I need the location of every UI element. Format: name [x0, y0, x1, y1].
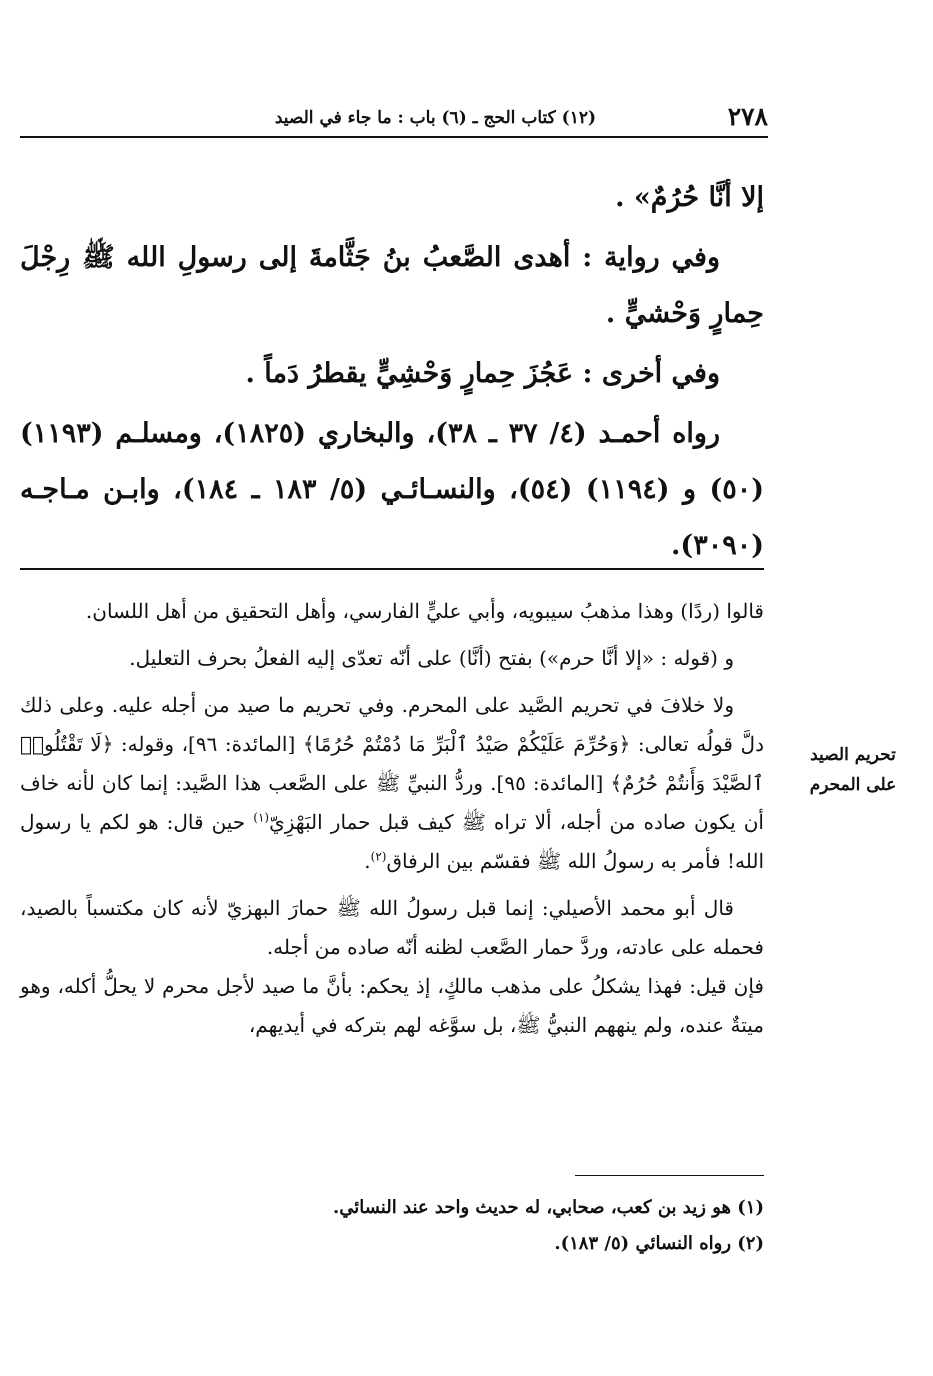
- commentary-paragraph: قالوا (ردًا) وهذا مذهبُ سيبويه، وأبي عليٍّ الفارسي، وأهل التحقيق من أهل اللسان.: [85, 599, 764, 623]
- commentary-paragraph: قال أبو محمد الأصيلي: إنما قبل رسولُ الله ﷺ حمارَ البهزيّ لأنه كان مكتسباً بالصيد، فحمله على عادته، وردَّ حمار الصَّعب لظنه أنّه صاده من أجله.: [20, 896, 764, 959]
- footnotes: [20, 1190, 764, 1262]
- page-number: ٢٧٨: [727, 102, 768, 131]
- margin-note: [797, 740, 909, 800]
- footnote-divider: [575, 1175, 764, 1176]
- running-title: (١٢) كتاب الحج ـ (٦) باب : ما جاء في الصيد: [274, 108, 596, 128]
- commentary-text-run: ولا خلافَ في تحريم الصَّيد على المحرم. وفي تحريم ما صيد من أجله عليه. وعلى ذلك دلَّ قولُه تعالى: ﴿وَحُرِّمَ عَلَيْكُمْ صَيْدُ ٱلْبَرِّ مَا دُمْتُمْ حُرُمًا﴾ [المائدة: ٩٦]، وقوله: ﴿لَا تَقْتُلُوا۟ ٱلصَّيْدَ وَأَنتُمْ حُرُمٌ﴾ [المائدة: ٩٥]. وردُّ النبيِّ ﷺ على الصَّعب هذا الصَّيد: إنما كان لأنه خاف أن يكون صاده من أجله، ألا تراه ﷺ كيف قبل حمار البَهْزِيّ: [20, 693, 764, 834]
- commentary-paragraph: فإن قيل: فهذا يشكلُ على مذهب مالكٍ، إذ يحكم: بأنَّ ما صيد لأجل محرم لا يحلُّ أكله، وهو ميتةٌ عنده، ولم ينههم النبيُّ ﷺ، بل سوَّغه لهم بتركه في أيديهم،: [20, 974, 764, 1037]
- commentary-text-run: حين قال: هو لكم يا رسول الله! فأمر به رسولُ الله ﷺ فقسّم بين الرفاق: [20, 810, 764, 873]
- footnote: (١) هو زيد بن كعب، صحابي، له حديث واحد عند النسائي.: [332, 1197, 764, 1218]
- margin-note-line: تحريم الصيد: [810, 745, 896, 765]
- footnote-ref: (١): [253, 810, 270, 825]
- margin-note-line: على المحرم: [809, 775, 897, 795]
- commentary-paragraph: و (قوله : «إلا أنَّا حرم») بفتح (أنَّا) على أنّه تعدّى إليه الفعلُ بحرف التعليل.: [129, 646, 734, 670]
- running-header: [20, 100, 768, 138]
- commentary-text-run: .: [364, 849, 371, 873]
- commentary-text: [20, 592, 764, 1045]
- hadith-takhrij: رواه أحمـد (٤/ ٣٧ ـ ٣٨)، والبخاري (١٨٢٥)، ومسلـم (١١٩٣) (٥٠) و (١١٩٤) (٥٤)، والنسـائـي (٥/ ١٨٣ ـ ١٨٤)، وابـن مـاجـه (٣٠٩٠).: [20, 418, 765, 561]
- hadith-line: إلا أنَّا حُرُمٌ» .: [615, 182, 764, 213]
- hadith-riwaya: وفي رواية : أهدى الصَّعبُ بنُ جَثَّامةَ إلى رسولِ الله ﷺ رِجْلَ حِمارٍ وَحْشيٍّ .: [20, 242, 764, 329]
- hadith-ukhra: وفي أخرى : عَجُزَ حِمارٍ وَحْشِيٍّ يقطرُ دَماً .: [245, 358, 720, 389]
- footnote-ref: (٢): [370, 849, 387, 864]
- commentary-paragraph: [20, 686, 764, 881]
- footnote: (٢) رواه النسائي (٥/ ١٨٣).: [554, 1233, 764, 1254]
- section-divider: [20, 568, 764, 570]
- hadith-text: [20, 170, 764, 574]
